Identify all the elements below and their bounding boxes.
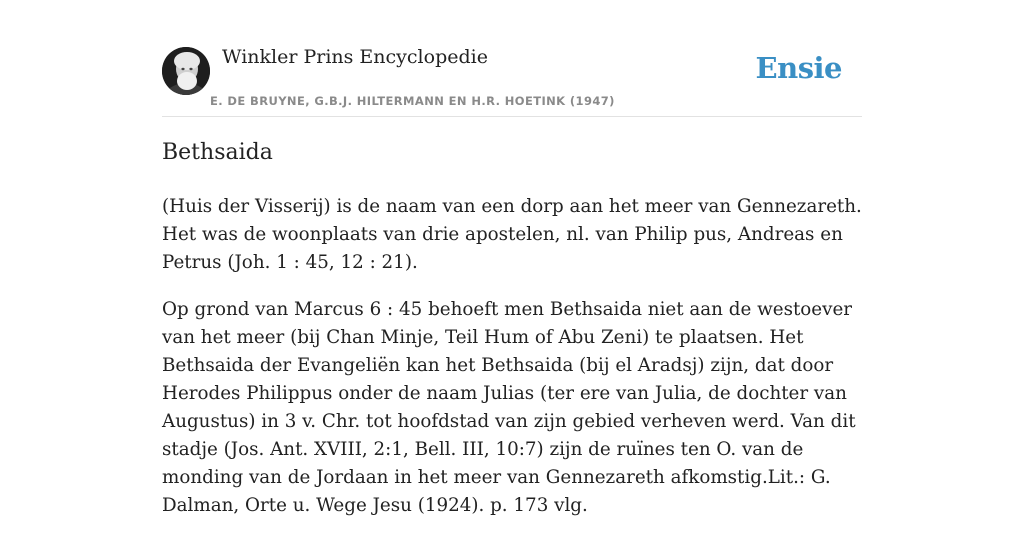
page-container — [162, 0, 862, 516]
portrait-avatar-icon[interactable] — [162, 47, 210, 95]
article-title: Bethsaida — [162, 140, 273, 165]
site-header — [162, 0, 862, 117]
article-body — [162, 193, 864, 539]
article-paragraph: (Huis der Visserij) is de naam van een dorp aan het meer van Gennezareth. Het was de woonplaats van drie apostelen, nl. van Philip pus, Andreas en Petrus (Joh. 1 : 45, 12 : 21). — [162, 196, 862, 273]
site-title[interactable]: Winkler Prins Encyclopedie — [222, 46, 488, 68]
site-subtitle: E. DE BRUYNE, G.B.J. HILTERMANN EN H.R. HOETINK (1947) — [210, 94, 615, 108]
ensie-logo[interactable]: Ensie — [755, 51, 842, 85]
article-paragraph: Op grond van Marcus 6 : 45 behoeft men Bethsaida niet aan de westoever van het meer (bij Chan Minje, Teil Hum of Abu Zeni) te plaatsen. Het Bethsaida der Evangeliën kan het Bethsaida (bij el Aradsj) zijn, dat door Herodes Philippus onder de naam Julias (ter ere van Julia, de dochter van Augustus) in 3 v. Chr. tot hoofdstad van zijn gebied verheven werd. Van dit stadje (Jos. Ant. XVIII, 2:1, Bell. III, 10:7) zijn de ruïnes ten O. van de monding van de Jordaan in het meer van Gennezareth afkomstig.Lit.: G. Dalman, Orte u. Wege Jesu (1924). p. 173 vlg. — [162, 299, 856, 516]
